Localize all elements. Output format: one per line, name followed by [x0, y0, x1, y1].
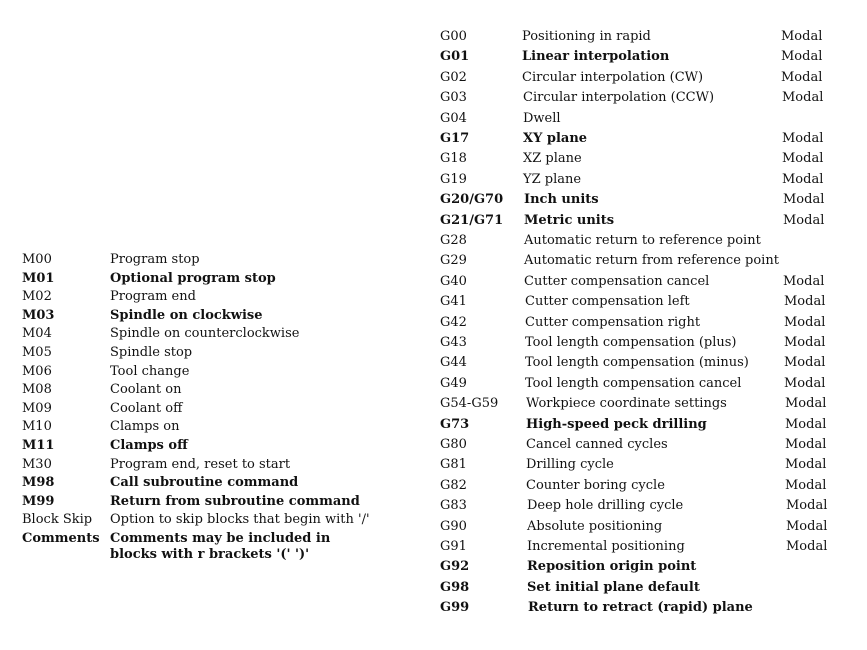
- g-code: G19: [440, 171, 467, 187]
- g-code: G83: [440, 498, 467, 514]
- g-code-row: [440, 519, 860, 536]
- g-code: G40: [440, 273, 467, 289]
- g-code-row: [440, 49, 860, 66]
- m-code-row: [22, 457, 377, 474]
- g-code: G29: [440, 253, 467, 269]
- m-code: M02: [22, 289, 52, 305]
- g-code: G98: [440, 579, 470, 595]
- g-code-mode: Modal: [781, 69, 823, 85]
- g-code: G82: [440, 477, 467, 493]
- g-code-description: Workpiece coordinate settings: [526, 396, 727, 412]
- g-code: G20/G70: [440, 192, 504, 208]
- g-code-description: Drilling cycle: [526, 457, 614, 473]
- m-code-description: Optional program stop: [110, 270, 276, 286]
- g-code-description: Incremental positioning: [527, 539, 685, 554]
- m-code: M00: [22, 252, 52, 267]
- g-code-row: [440, 457, 860, 474]
- g-code-mode: Modal: [784, 294, 826, 310]
- g-code-row: [440, 315, 860, 332]
- g-code-description: Dwell: [523, 110, 561, 126]
- g-code-mode: Modal: [784, 375, 826, 391]
- g-code-description: XY plane: [523, 131, 588, 146]
- g-code-mode: Modal: [785, 477, 827, 493]
- g-code-mode: Modal: [786, 539, 828, 554]
- g-code-row: [440, 417, 860, 434]
- g-code: G44: [440, 355, 467, 371]
- m-code: M11: [22, 438, 55, 453]
- m-code-description: Spindle on clockwise: [110, 307, 263, 323]
- m-code-description: Clamps on: [110, 419, 180, 435]
- g-code-mode: Modal: [786, 518, 828, 534]
- g-code: G01: [440, 49, 470, 65]
- m-code: Comments: [22, 531, 100, 546]
- m-code-row: [22, 438, 377, 455]
- g-code-row: [440, 335, 860, 352]
- g-code-description: Tool length compensation (plus): [525, 335, 737, 350]
- m-code: M99: [22, 493, 55, 509]
- m-code-row: [22, 401, 377, 418]
- g-code-row: [440, 437, 860, 454]
- g-code: G73: [440, 416, 470, 432]
- g-code-mode: Modal: [785, 457, 827, 473]
- m-code-row: [22, 271, 377, 288]
- g-code-mode: Modal: [783, 273, 825, 289]
- g-code-row: [440, 294, 860, 311]
- g-code-description: Counter boring cycle: [526, 477, 665, 493]
- m-code: M01: [22, 270, 55, 286]
- g-code-mode: Modal: [782, 131, 824, 146]
- g-code: G03: [440, 90, 467, 106]
- g-code: G90: [440, 518, 467, 534]
- g-code-mode: Modal: [784, 355, 826, 371]
- g-code-mode: Modal: [782, 171, 824, 187]
- m-code-row: [22, 382, 377, 399]
- m-code-row: [22, 494, 377, 511]
- m-code-description: Coolant on: [110, 382, 182, 398]
- g-code-mode: Modal: [785, 396, 827, 412]
- m-code-description: Program end: [110, 289, 196, 305]
- g-code: G91: [440, 539, 467, 554]
- g-code-description: Circular interpolation (CW): [522, 69, 704, 85]
- g-code-mode: Modal: [782, 151, 824, 167]
- m-code-description: Comments may be included in blocks with r brackets '(' ')': [110, 531, 331, 562]
- g-code-description: Tool length compensation (minus): [525, 355, 749, 371]
- g-code-row: [440, 151, 860, 168]
- g-code-description: Reposition origin point: [527, 559, 697, 575]
- g-code: G00: [440, 29, 467, 44]
- g-code: G54-G59: [440, 396, 499, 412]
- g-code-row: [440, 600, 860, 617]
- g-code-mode: Modal: [782, 90, 824, 106]
- m-code: Block Skip: [22, 512, 93, 528]
- g-code-description: XZ plane: [523, 151, 582, 167]
- g-code: G80: [440, 437, 467, 452]
- g-code: G43: [440, 335, 467, 350]
- g-code-description: Set initial plane default: [527, 579, 700, 595]
- m-code-table: [22, 252, 377, 572]
- g-code-description: Automatic return to reference point: [524, 233, 761, 248]
- m-code-row: [22, 512, 377, 529]
- g-code-description: Cutter compensation right: [525, 314, 701, 330]
- g-code-row: [440, 559, 860, 576]
- g-code: G02: [440, 69, 467, 85]
- g-code-row: [440, 498, 860, 515]
- m-code-description: Spindle on counterclockwise: [110, 326, 300, 342]
- g-code-mode: Modal: [786, 498, 828, 514]
- g-code-description: Inch units: [524, 192, 599, 208]
- g-code-row: [440, 111, 860, 128]
- g-code-description: Return to retract (rapid) plane: [528, 600, 753, 616]
- m-code-row: [22, 475, 377, 492]
- g-code: G99: [440, 600, 470, 616]
- g-code: G92: [440, 559, 470, 575]
- m-code-description: Program end, reset to start: [110, 456, 291, 472]
- m-code-description: Spindle stop: [110, 345, 193, 360]
- g-code-row: [440, 274, 860, 291]
- g-code-mode: Modal: [781, 49, 823, 65]
- m-code-description: Option to skip blocks that begin with '/': [110, 512, 370, 528]
- g-code-row: [440, 376, 860, 393]
- g-code: G41: [440, 294, 467, 310]
- m-code-row: [22, 419, 377, 436]
- g-code-row: [440, 29, 860, 46]
- g-code-mode: Modal: [781, 29, 823, 44]
- g-code-row: [440, 131, 860, 148]
- m-code: M10: [22, 419, 52, 435]
- m-code-description: Program stop: [110, 252, 200, 267]
- g-code-row: [440, 580, 860, 597]
- g-code-description: Linear interpolation: [522, 49, 670, 65]
- m-code: M04: [22, 326, 52, 342]
- m-code-row: [22, 289, 377, 306]
- g-code-mode: Modal: [785, 416, 827, 432]
- g-code-description: Metric units: [524, 212, 615, 228]
- g-code-mode: Modal: [783, 192, 825, 208]
- g-code-description: Tool length compensation cancel: [525, 375, 742, 391]
- g-code-row: [440, 396, 860, 413]
- m-code-description: Tool change: [110, 363, 190, 379]
- g-code: G17: [440, 131, 470, 146]
- m-code: M06: [22, 363, 52, 379]
- m-code-row: [22, 531, 377, 565]
- m-code-description: Coolant off: [110, 400, 183, 416]
- g-code: G04: [440, 110, 467, 126]
- g-code: G42: [440, 314, 467, 330]
- g-code: G21/G71: [440, 212, 504, 228]
- g-code-description: Deep hole drilling cycle: [527, 498, 684, 514]
- g-code-mode: Modal: [785, 437, 827, 452]
- g-code-row: [440, 355, 860, 372]
- g-code: G49: [440, 375, 467, 391]
- m-code: M30: [22, 456, 52, 472]
- m-code-row: [22, 308, 377, 325]
- g-code-row: [440, 172, 860, 189]
- m-code-description: Return from subroutine command: [110, 493, 360, 509]
- g-code-row: [440, 213, 860, 230]
- g-code-description: Cutter compensation cancel: [524, 273, 710, 289]
- m-code-description: Clamps off: [110, 438, 188, 453]
- m-code: M98: [22, 475, 55, 491]
- m-code: M03: [22, 307, 55, 323]
- g-code-row: [440, 253, 860, 270]
- g-code-description: Absolute positioning: [527, 518, 663, 534]
- g-code-description: Circular interpolation (CCW): [523, 90, 715, 106]
- g-code-mode: Modal: [784, 335, 826, 350]
- g-code-description: Positioning in rapid: [522, 29, 651, 44]
- m-code: M05: [22, 345, 52, 360]
- g-code-description: Cutter compensation left: [525, 294, 690, 310]
- g-code-row: [440, 192, 860, 209]
- m-code-description: Call subroutine command: [110, 475, 299, 491]
- g-code-row: [440, 478, 860, 495]
- g-code-description: High-speed peck drilling: [526, 416, 707, 432]
- g-code-row: [440, 233, 860, 250]
- m-code-row: [22, 364, 377, 381]
- g-code-description: Automatic return from reference point: [524, 253, 779, 269]
- m-code: M08: [22, 382, 52, 398]
- m-code-row: [22, 345, 377, 362]
- g-code-description: Cancel canned cycles: [526, 437, 668, 452]
- m-code-row: [22, 326, 377, 343]
- g-code-table: [440, 29, 860, 619]
- m-code: M09: [22, 400, 52, 416]
- g-code-description: YZ plane: [523, 171, 582, 187]
- g-code-mode: Modal: [784, 314, 826, 330]
- g-code-mode: Modal: [783, 212, 825, 228]
- g-code: G81: [440, 457, 467, 473]
- m-code-row: [22, 252, 377, 269]
- g-code: G28: [440, 233, 467, 248]
- g-code-row: [440, 90, 860, 107]
- g-code: G18: [440, 151, 467, 167]
- g-code-row: [440, 539, 860, 556]
- g-code-row: [440, 70, 860, 87]
